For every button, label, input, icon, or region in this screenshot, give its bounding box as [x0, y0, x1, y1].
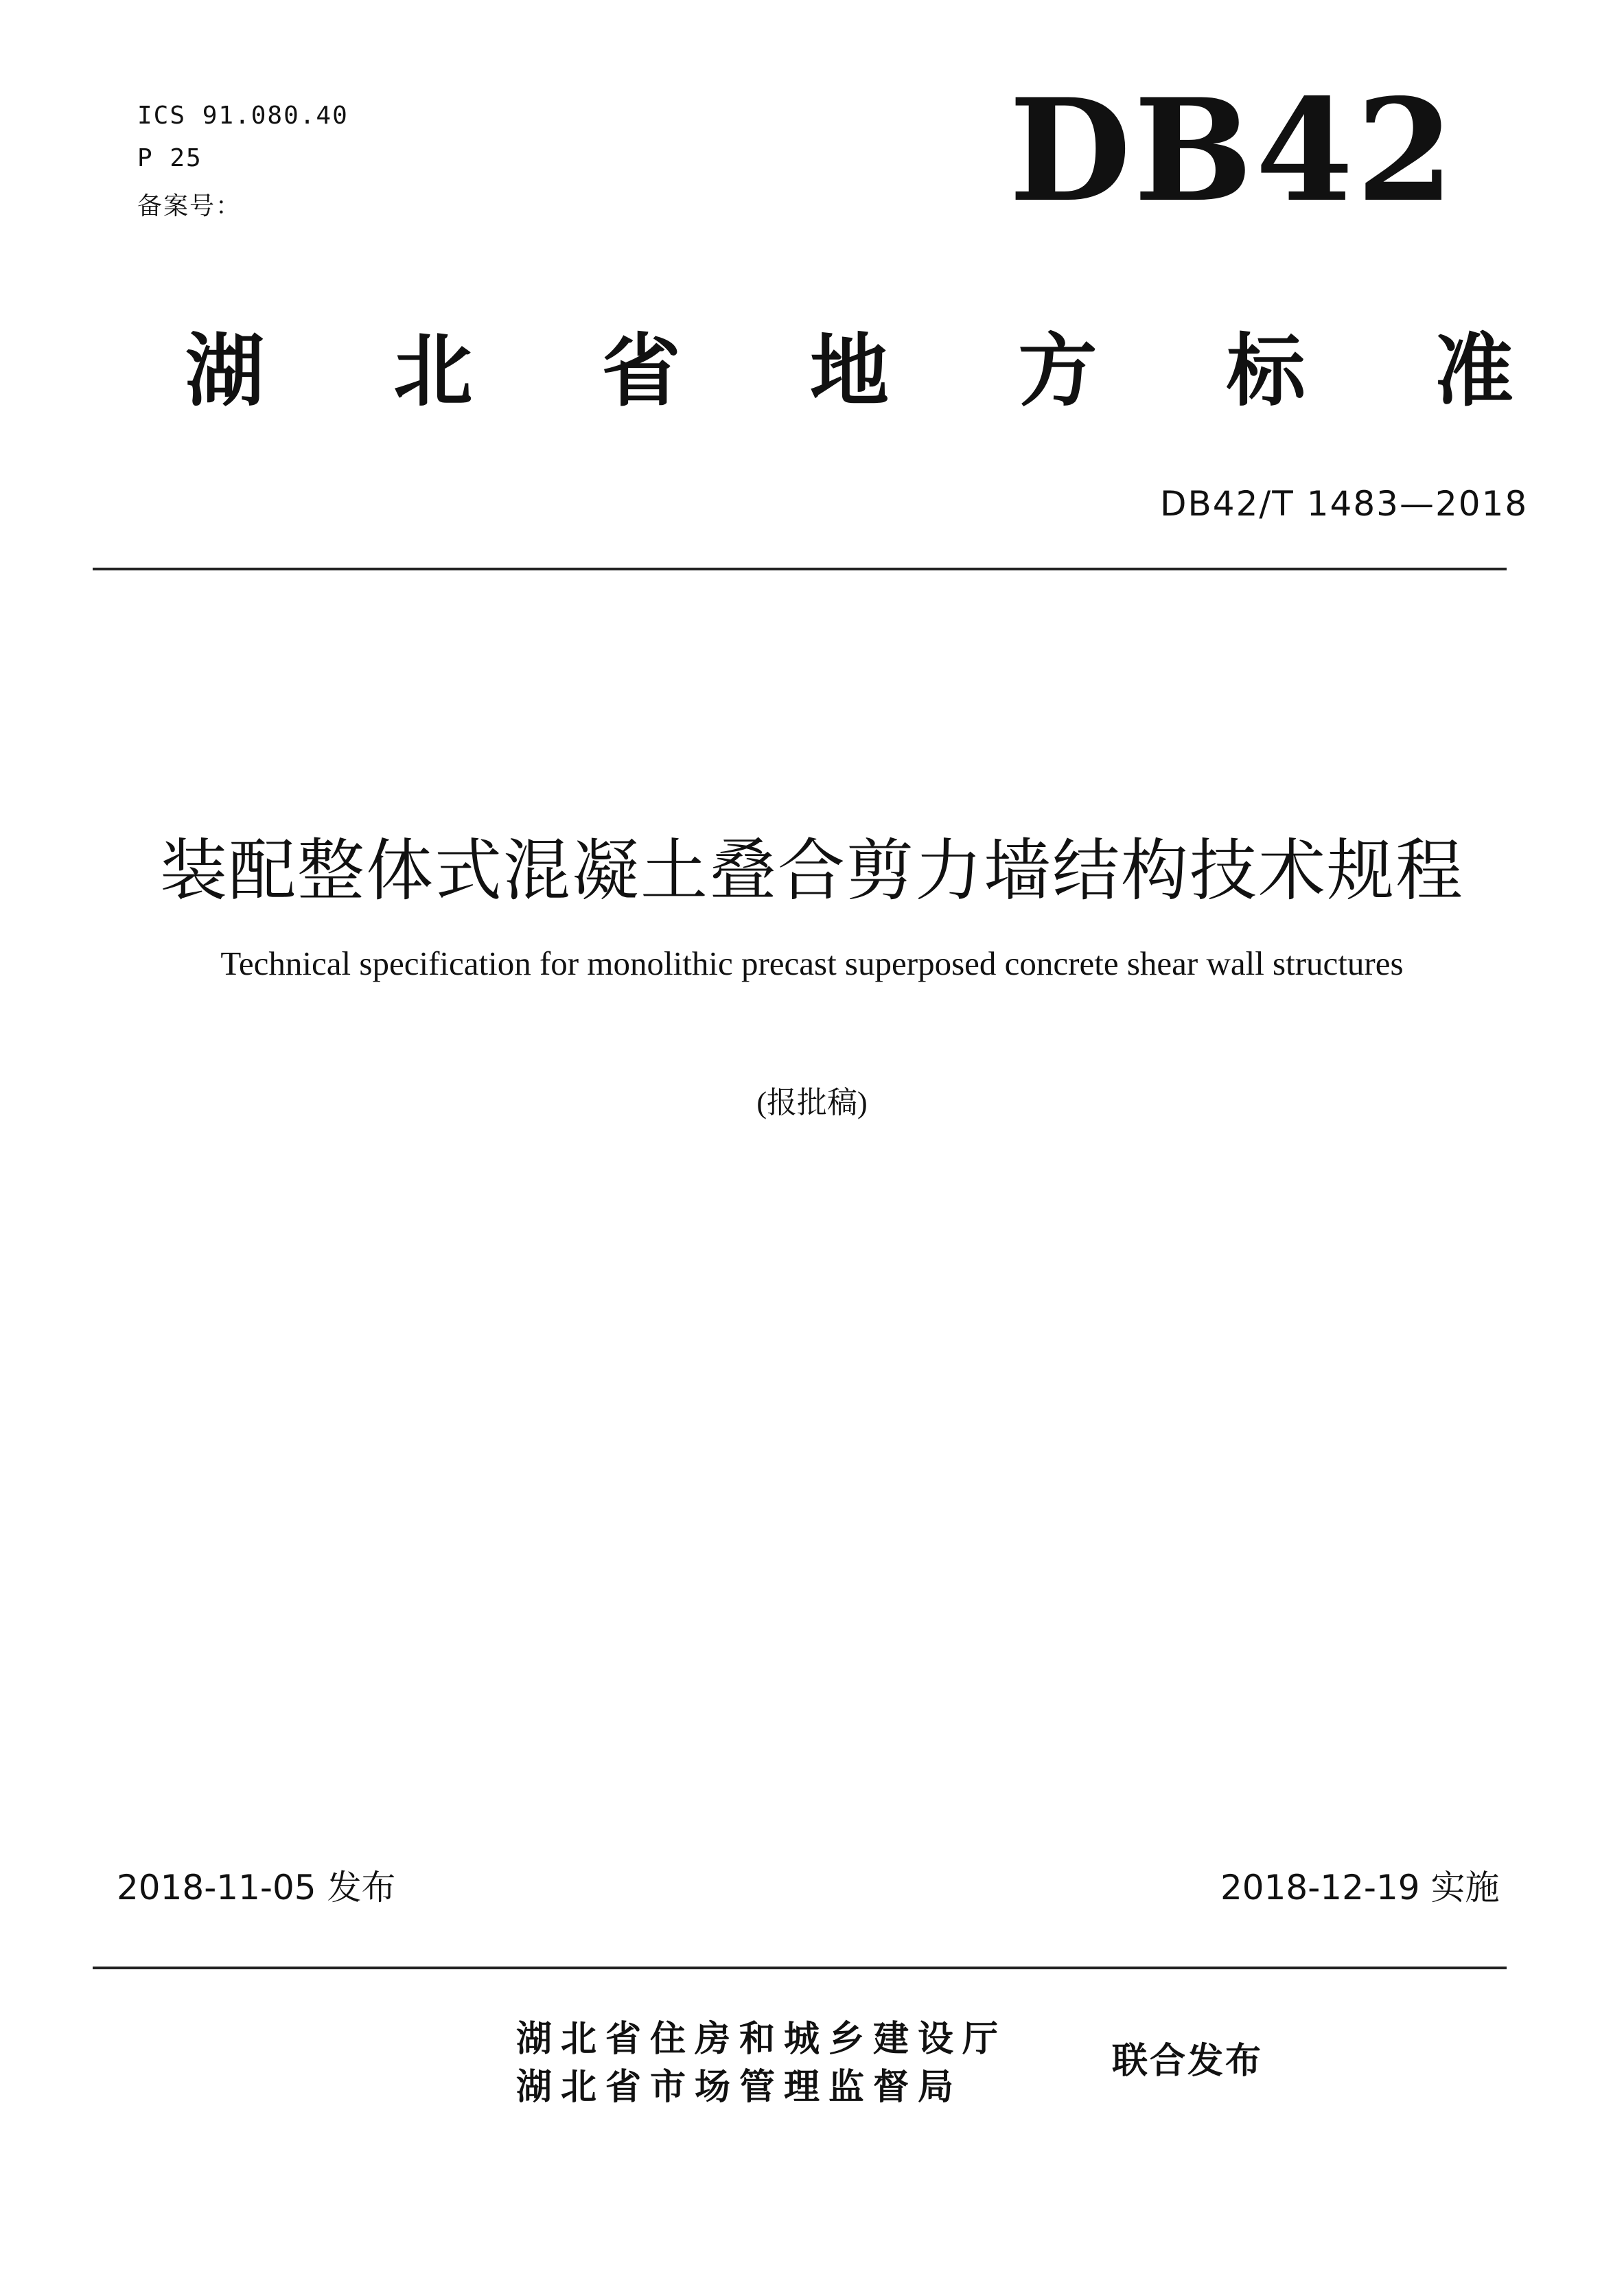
issuer-housing-department: 湖北省住房和城乡建设厅 — [516, 2019, 1008, 2060]
top-divider — [93, 568, 1507, 570]
standard-type-char: 省 — [601, 325, 681, 417]
standard-brand-logo: DB42 — [1009, 69, 1457, 233]
ics-code: ICS 91.080.40 — [137, 102, 349, 130]
ccs-code: P 25 — [137, 144, 202, 172]
standard-type-heading — [185, 312, 1513, 415]
draft-status-note: (报批稿) — [756, 1086, 868, 1120]
bottom-divider — [93, 1967, 1507, 1969]
standard-type-char: 湖 — [185, 325, 265, 417]
standard-type-char: 地 — [809, 325, 889, 417]
issuer-market-supervision-bureau: 湖北省市场管理监督局 — [516, 2067, 963, 2108]
standard-type-char: 标 — [1226, 325, 1306, 417]
standard-type-char: 方 — [1018, 325, 1098, 417]
standard-type-char: 北 — [393, 325, 473, 417]
standard-type-char: 准 — [1434, 325, 1513, 417]
document-title-en: Technical specification for monolithic precast superposed concrete shear wall structures — [220, 944, 1404, 982]
document-title-zh: 装配整体式混凝土叠合剪力墙结构技术规程 — [159, 832, 1464, 910]
joint-release-label: 联合发布 — [1112, 2041, 1264, 2082]
implement-date: 2018-12-19 实施 — [1220, 1868, 1500, 1907]
publish-date: 2018-11-05 发布 — [117, 1868, 396, 1907]
filing-number-label: 备案号： — [137, 192, 242, 220]
standard-number: DB42/T 1483—2018 — [1160, 484, 1529, 524]
